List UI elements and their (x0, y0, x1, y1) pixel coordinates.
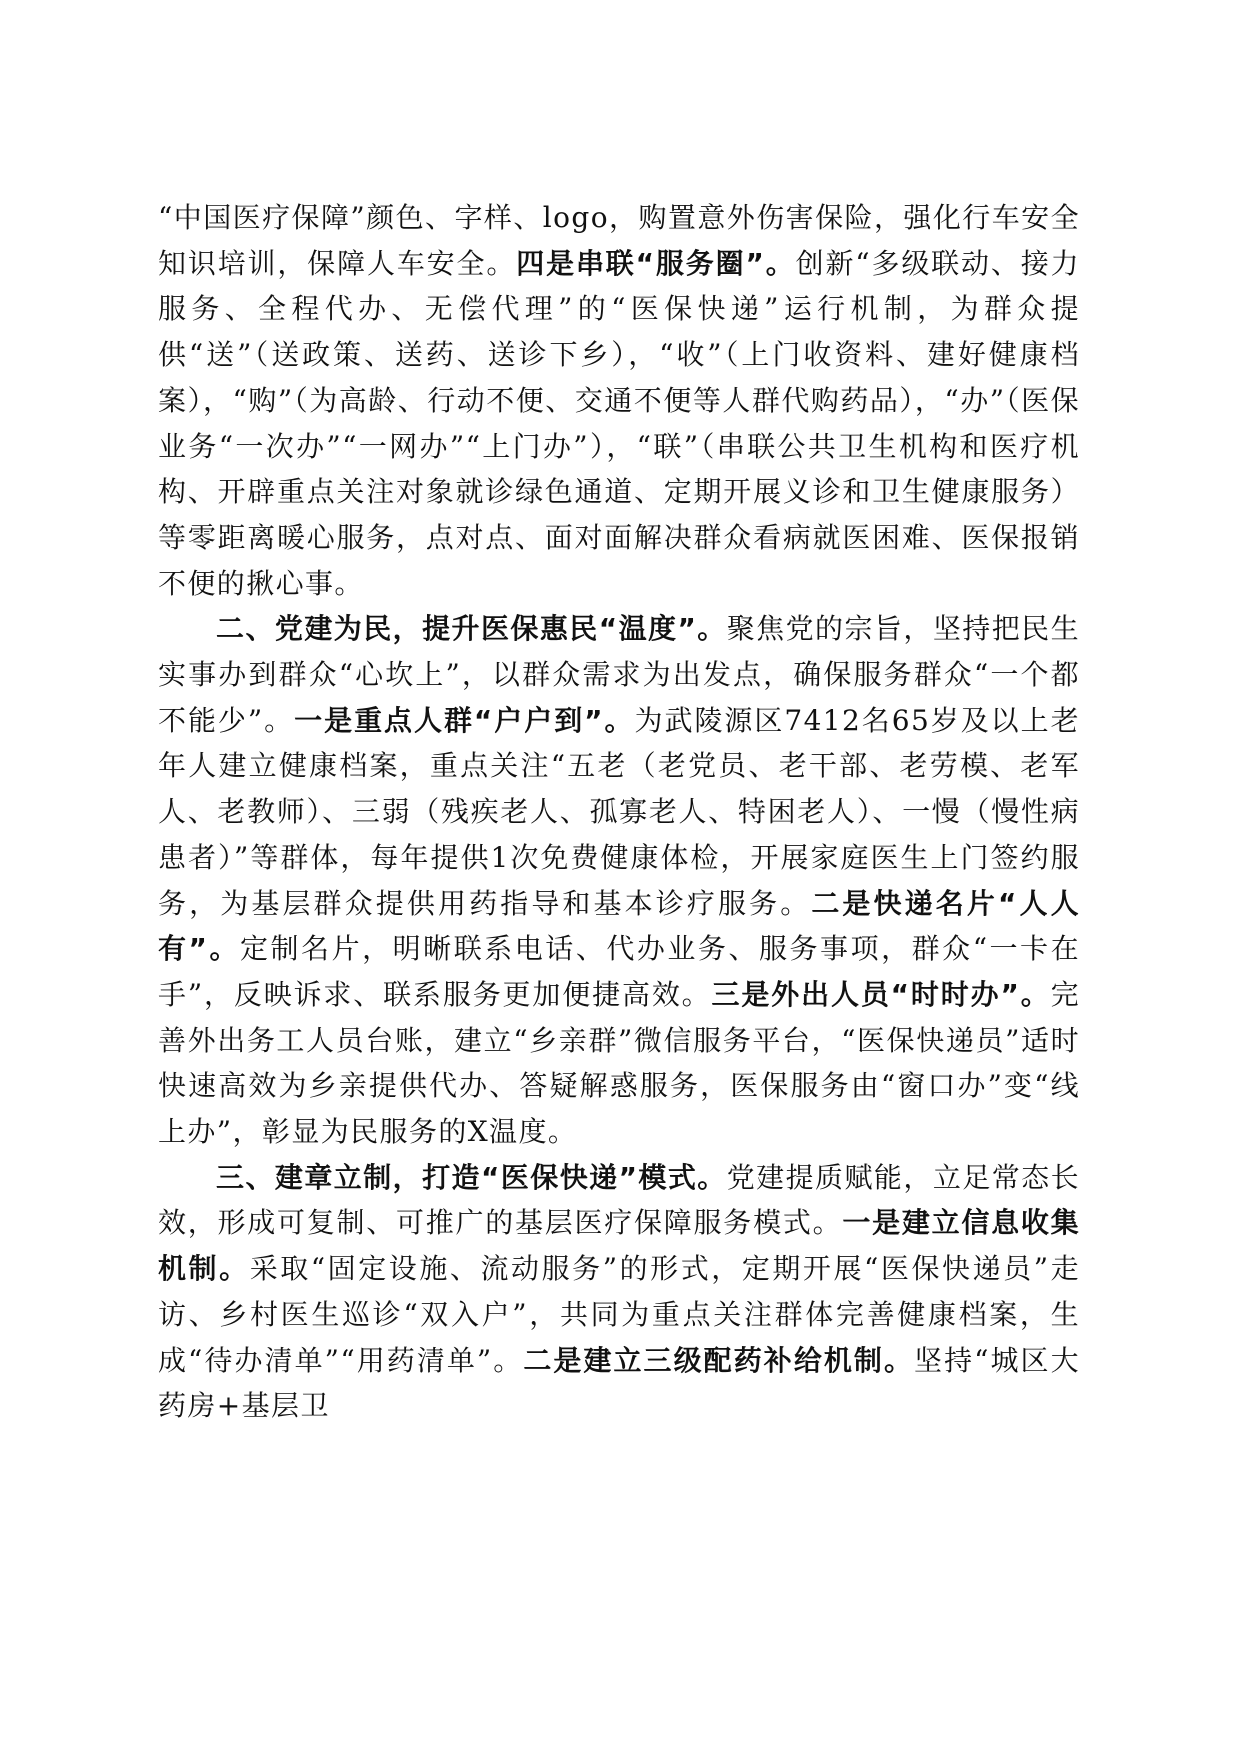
body-text: 完善外出务工人员台账，建立“乡亲群”微信服务平台，“医保快递员”适时快速高效为乡亲提供代办、答疑解惑服务，医保服务由“窗口办”变“线上办”，彰显为民服务的X温度。 (158, 977, 1081, 1149)
bold-lead-phrase: 一是建立信息收集机制。 (158, 1206, 1081, 1286)
bold-lead-phrase: 一是重点人群“户户到”。 (294, 703, 635, 737)
body-text: 党建提质赋能，立足常态长效，形成可复制、可推广的基层医疗保障服务模式。 (158, 1160, 1080, 1240)
section-heading-three: 三、建章立制，打造“医保快递”模式。 (216, 1160, 727, 1194)
paragraph-service-circle (158, 195, 1080, 606)
body-text: 坚持“城区大药房+基层卫 (158, 1343, 1081, 1423)
body-text: 采取“固定设施、流动服务”的形式，定期开展“医保快递员”走访、乡村医生巡诊“双入户”，共同为重点关注群体完善健康档案，生成“待办清单”“用药清单”。 (158, 1252, 1080, 1377)
section-heading-two: 二、党建为民，提升医保惠民“温度”。 (216, 612, 727, 646)
bold-lead-phrase: 二是快递名片“人人有”。 (158, 886, 1080, 966)
paragraph-section-three (158, 1155, 1080, 1429)
bold-lead-phrase: 二是建立三级配药补给机制。 (523, 1343, 915, 1377)
body-text: 定制名片，明晰联系电话、代办业务、服务事项，群众“一卡在手”，反映诉求、联系服务更加便捷高效。 (158, 932, 1080, 1011)
body-text: “中国医疗保障”颜色、字样、logo，购置意外伤害保险，强化行车安全知识培训，保障人车安全。 (158, 201, 1080, 280)
body-text: 聚焦党的宗旨，坚持把民生实事办到群众“心坎上”，以群众需求为出发点，确保服务群众“一个都不能少”。 (158, 612, 1080, 737)
bold-lead-phrase: 四是串联“服务圈”。 (516, 246, 796, 280)
bold-lead-phrase: 三是外出人员“时时办”。 (711, 977, 1051, 1011)
body-text: 创新“多级联动、接力服务、全程代办、无偿代理”的“医保快递”运行机制，为群众提供“送”（送政策、送药、送诊下乡），“收”（上门收资料、建好健康档案），“购”（为高龄、行动不便、交通不便等人群代购药品），“办”（医保业务“一次办”“一网办”“上门办”），“联”（串联公共卫生机构和医疗机构、开辟重点关注对象就诊绿色通道、定期开展义诊和卫生健康服务）等零距离暖心服务，点对点、面对面解决群众看病就医困难、医保报销不便的揪心事。 (158, 246, 1080, 600)
paragraph-section-two (158, 606, 1080, 1154)
document-page (158, 195, 1080, 1429)
body-text: 为武陵源区7412名65岁及以上老年人建立健康档案，重点关注“五老（老党员、老干部、老劳模、老军人、老教师）、三弱（残疾老人、孤寡老人、特困老人）、一慢（慢性病患者）”等群体，每年提供1次免费健康体检，开展家庭医生上门签约服务，为基层群众提供用药指导和基本诊疗服务。 (158, 703, 1080, 920)
